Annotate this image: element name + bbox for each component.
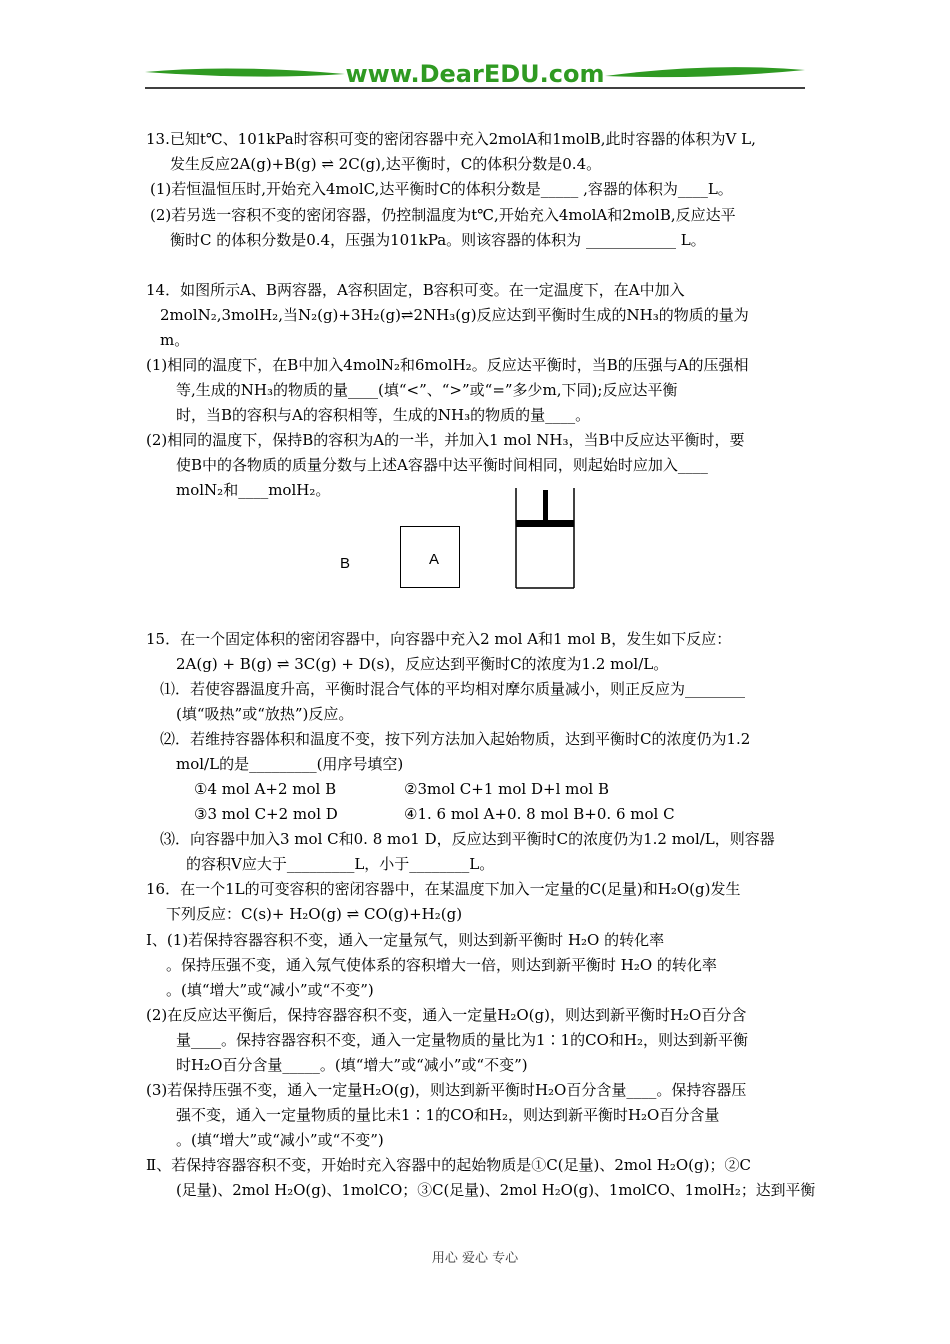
piston-container-drawing [512, 488, 578, 590]
q15-part2-line-1: ⑵．若维持容器体积和温度不变，按下列方法加入起始物质，达到平衡时C的浓度仍为1.2 [160, 730, 751, 748]
q15-part3-line-1: ⑶．向容器中加入3 mol C和0. 8 mo1 D，反应达到平衡时C的浓度仍为1.2 mol/L，则容器 [160, 830, 775, 848]
q16-I-3-line-2: 强不变，通入一定量物质的量比未1∶1的CO和H₂，则达到新平衡时H₂O百分含量 [176, 1106, 720, 1124]
header-banner [140, 58, 810, 98]
q16-equation: 下列反应：C(s)+ H₂O(g) ⇌ CO(g)+H₂(g) [166, 905, 463, 923]
q14-line-3: m。 [160, 331, 190, 349]
q15-option-3: ③3 mol C+2 mol D [194, 805, 338, 823]
q13-part2-line-2: 衡时C 的体积分数是0.4，压强为101kPa。则该容器的体积为 ____________ L。 [170, 231, 706, 249]
q16-line-1: 16．在一个1L的可变容积的密闭容器中，在某温度下加入一定量的C(足量)和H₂O(g)发生 [146, 880, 741, 898]
container-a-box [400, 526, 460, 588]
q16-I-2-line-2: 量____。保持容器容积不变，通入一定量物质的量比为1∶1的CO和H₂，则达到新平衡 [176, 1031, 748, 1049]
q15-line-1: 15．在一个固定体积的密闭容器中，向容器中充入2 mol A和1 mol B，发生如下反应： [146, 630, 732, 648]
q14-part2-line-1: (2)相同的温度下，保持B的容积为A的一半，并加入1 mol NH₃，当B中反应达平衡时，要 [146, 431, 745, 449]
q15-part3-line-2: 的容积V应大于_________L，小于________L。 [186, 855, 495, 873]
q15-part2-line-2: mol/L的是_________(用序号填空) [176, 755, 404, 773]
q16-I-3-line-1: (3)若保持压强不变，通入一定量H₂O(g)，则达到新平衡时H₂O百分含量____。保持容器压 [146, 1081, 747, 1099]
q13-line-1: 13.已知t℃、101kPa时容积可变的密闭容器中充入2molA和1molB,此时容器的体积为V L, [146, 130, 756, 148]
q14-part1-line-2: 等,生成的NH₃的物质的量____(填“<”、“>”或“=”多少m,下同);反应达平衡 [176, 381, 678, 399]
q16-I-1-line-3: 。(填“增大”或“减小”或“不变”) [166, 981, 374, 999]
q16-I-2-line-1: (2)在反应达平衡后，保持容器容积不变，通入一定量H₂O(g)，则达到新平衡时H₂O百分含 [146, 1006, 747, 1024]
q13-part2-line-1: (2)若另选一容积不变的密闭容器，仍控制温度为t℃,开始充入4molA和2molB,反应达平 [150, 206, 736, 224]
q15-option-4: ④1. 6 mol A+0. 8 mol B+0. 6 mol C [404, 805, 675, 823]
q16-I-1-line-1: Ⅰ、(1)若保持容器容积不变，通入一定量氖气，则达到新平衡时 H₂O 的转化率 [146, 931, 665, 949]
container-a-label: A [429, 551, 440, 568]
q15-part1-line-2: (填“吸热”或“放热”)反应。 [176, 705, 354, 723]
page-footer: 用心 爱心 专心 [431, 1251, 519, 1266]
q13-line-2: 发生反应2A(g)+B(g) ⇌ 2C(g),达平衡时，C的体积分数是0.4。 [170, 155, 602, 173]
q16-I-1-line-2: 。保持压强不变，通入氖气使体系的容积增大一倍，则达到新平衡时 H₂O 的转化率 [166, 956, 717, 974]
q14-line-1: 14．如图所示A、B两容器，A容积固定，B容积可变。在一定温度下，在A中加入 [146, 281, 685, 299]
q14-part1-line-3: 时，当B的容积与A的容积相等，生成的NH₃的物质的量____。 [176, 406, 591, 424]
container-b-label: B [340, 555, 351, 572]
q14-part1-line-1: (1)相同的温度下，在B中加入4molN₂和6molH₂。反应达平衡时，当B的压强与A的压强相 [146, 356, 749, 374]
q16-II-line-1: Ⅱ、若保持容器容积不变，开始时充入容器中的起始物质是①C(足量)、2mol H₂O(g)；②C [146, 1156, 751, 1174]
q15-option-1: ①4 mol A+2 mol B [194, 780, 337, 798]
q14-part2-line-2: 使B中的各物质的质量分数与上述A容器中达平衡时间相同，则起始时应加入____ [176, 456, 708, 474]
q16-I-3-line-3: 。(填“增大”或“减小”或“不变”) [176, 1131, 384, 1149]
q15-part1-line-1: ⑴．若使容器温度升高，平衡时混合气体的平均相对摩尔质量减小，则正反应为________ [160, 680, 746, 698]
q13-part1: (1)若恒温恒压时,开始充入4molC,达平衡时C的体积分数是_____ ,容器的体积为____L。 [150, 180, 733, 198]
q16-II-line-2: (足量)、2mol H₂O(g)、1molCO；③C(足量)、2mol H₂O(g)、1molCO、1molH₂；达到平衡 [176, 1181, 816, 1199]
q14-line-2: 2molN₂,3molH₂,当N₂(g)+3H₂(g)⇌2NH₃(g)反应达到平衡时生成的NH₃的物质的量为 [160, 306, 749, 324]
site-logo-text[interactable]: www.DearEDU.com [345, 60, 605, 88]
q15-option-2: ②3mol C+1 mol D+l mol B [404, 780, 609, 798]
q16-I-2-line-3: 时H₂O百分含量_____。(填“增大”或“减小”或“不变”) [176, 1056, 528, 1074]
q14-part2-line-3: molN₂和____molH₂。 [176, 481, 331, 499]
q15-equation: 2A(g) + B(g) ⇌ 3C(g) + D(s)，反应达到平衡时C的浓度为1.2 mol/L。 [176, 655, 669, 673]
